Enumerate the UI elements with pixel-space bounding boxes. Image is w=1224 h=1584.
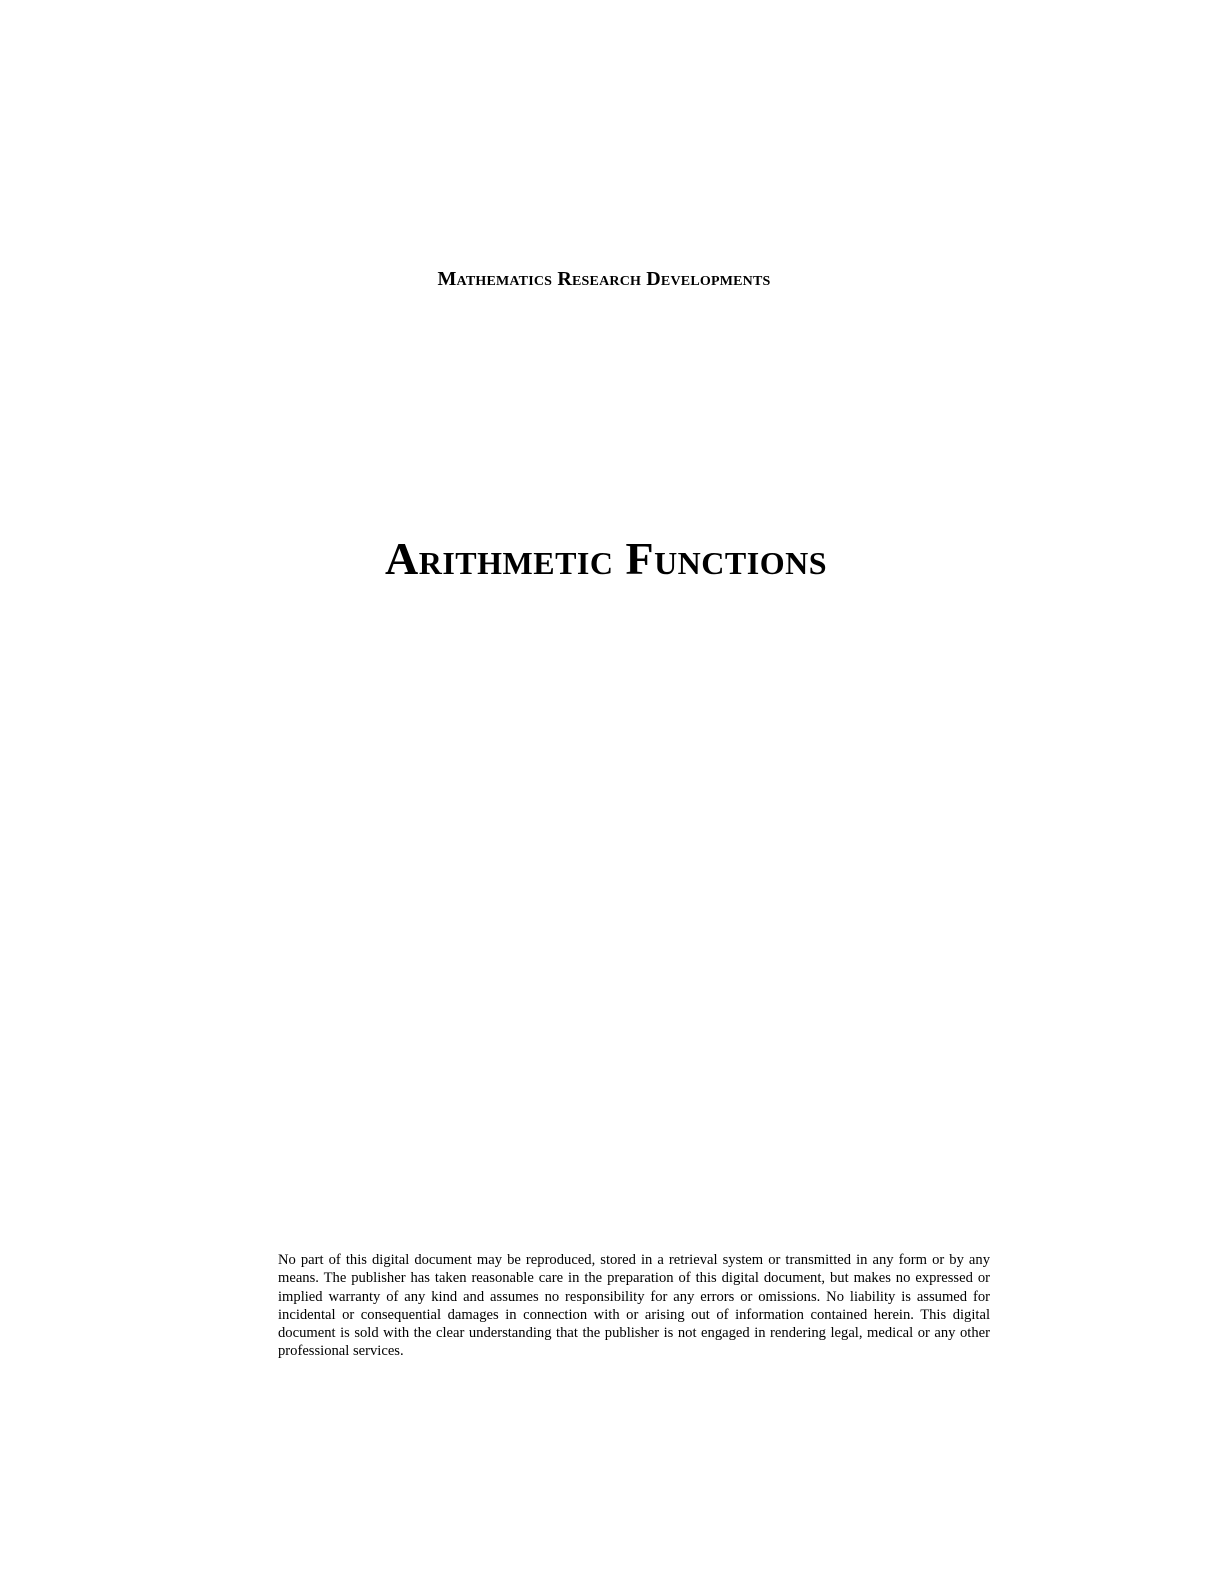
- book-title: Arithmetic Functions: [385, 533, 827, 584]
- series-title: Mathematics Research Developments: [437, 268, 771, 290]
- copyright-disclaimer: No part of this digital document may be reproduced, stored in a retrieval system or transmitted in any form or by any means. The publisher has taken reasonable care in the preparation of this digital document, but makes no expressed or implied warranty of any kind and assumes no responsibility for any errors or omissions. No liability is assumed for incidental or consequential damages in connection with or arising out of information contained herein. This digital document is sold with the clear understanding that the publisher is not engaged in rendering legal, medical or any other professional services.: [278, 1252, 990, 1360]
